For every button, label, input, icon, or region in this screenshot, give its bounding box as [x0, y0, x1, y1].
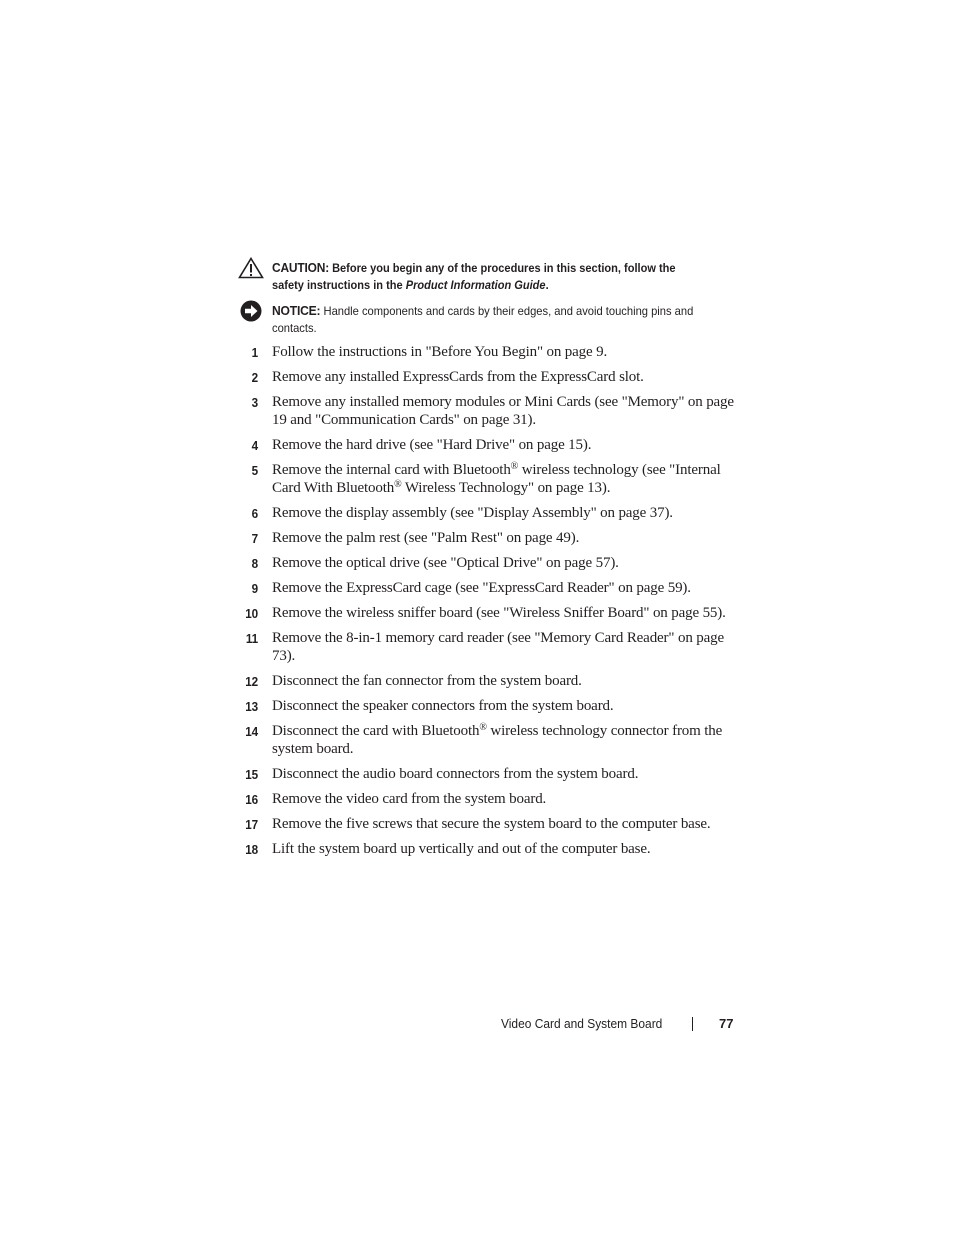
step-item — [236, 436, 741, 454]
step-number: 2 — [251, 370, 258, 385]
notice-text — [272, 302, 726, 337]
notice-arrow-icon — [240, 300, 262, 322]
footer-divider — [692, 1017, 693, 1031]
step-text: Remove any installed memory modules or Mini Cards (see "Memory" on page 19 and "Communication Cards" on page 31). — [272, 394, 734, 428]
step-number: 16 — [245, 792, 258, 807]
step-item — [236, 722, 741, 758]
step-number: 1 — [251, 345, 258, 360]
page-number: 77 — [719, 1016, 734, 1031]
caution-triangle-icon — [238, 257, 264, 279]
step-text: Lift the system board up vertically and out of the computer base. — [272, 841, 651, 857]
step-number: 5 — [251, 463, 258, 478]
step-number: 7 — [251, 531, 258, 546]
step-text-part: Remove the internal card with Bluetooth — [272, 462, 511, 478]
step-text-part: Wireless Technology" on page 13). — [401, 480, 611, 496]
step-number: 17 — [245, 817, 258, 832]
caution-body: Before you begin any of the procedures in this section, follow the safety instructions in the — [272, 261, 676, 292]
step-text-part: wireless technology connector from the system board. — [272, 723, 723, 757]
step-text: Remove the palm rest (see "Palm Rest" on page 49). — [272, 530, 580, 546]
caution-label: CAUTION: — [272, 260, 329, 275]
step-text: Disconnect the audio board connectors from the system board. — [272, 766, 639, 782]
step-number: 14 — [245, 724, 258, 739]
step-number: 8 — [251, 556, 258, 571]
step-text: Remove the video card from the system board. — [272, 791, 547, 807]
step-number: 10 — [245, 606, 258, 621]
notice-body: Handle components and cards by their edges, and avoid touching pins and contacts. — [272, 304, 694, 335]
registered-mark: ® — [394, 479, 402, 490]
step-item — [236, 629, 741, 665]
step-text: Remove the ExpressCard cage (see "ExpressCard Reader" on page 59). — [272, 580, 691, 596]
step-number: 11 — [245, 631, 258, 646]
step-text: Remove the five screws that secure the system board to the computer base. — [272, 816, 711, 832]
step-number: 15 — [245, 767, 258, 782]
step-item — [236, 529, 741, 547]
step-text: Remove the display assembly (see "Display Assembly" on page 37). — [272, 505, 673, 521]
step-number: 4 — [251, 438, 258, 453]
step-item — [236, 554, 741, 572]
step-number: 12 — [245, 674, 258, 689]
caution-end: . — [545, 278, 549, 292]
step-item — [236, 504, 741, 522]
procedure-steps — [236, 343, 741, 865]
step-item — [236, 461, 741, 497]
notice-label: NOTICE: — [272, 303, 321, 318]
step-number: 3 — [251, 395, 258, 410]
step-item — [236, 343, 741, 361]
registered-mark: ® — [510, 461, 519, 472]
step-number: 9 — [251, 581, 258, 596]
step-text: Disconnect the fan connector from the system board. — [272, 673, 582, 689]
step-item — [236, 815, 741, 833]
step-item — [236, 672, 741, 690]
caution-text — [272, 259, 704, 294]
step-number: 13 — [245, 699, 258, 714]
step-text: Remove the wireless sniffer board (see "Wireless Sniffer Board" on page 55). — [272, 605, 726, 621]
step-item — [236, 765, 741, 783]
footer-section-title: Video Card and System Board — [501, 1016, 663, 1031]
step-item — [236, 790, 741, 808]
step-text: Remove the 8-in-1 memory card reader (see "Memory Card Reader" on page 73). — [272, 630, 724, 664]
step-number: 18 — [245, 842, 258, 857]
step-text: Remove the hard drive (see "Hard Drive" on page 15). — [272, 437, 592, 453]
step-number: 6 — [251, 506, 258, 521]
step-text: Remove any installed ExpressCards from the ExpressCard slot. — [272, 369, 644, 385]
step-item — [236, 579, 741, 597]
step-text-part: wireless technology (see "Internal Card With Bluetooth — [272, 462, 721, 496]
step-text-part: Disconnect the card with Bluetooth — [272, 723, 480, 739]
step-item — [236, 840, 741, 858]
step-item — [236, 393, 741, 429]
step-item — [236, 697, 741, 715]
step-item — [236, 368, 741, 386]
caution-reference: Product Information Guide — [405, 278, 546, 292]
registered-mark: ® — [479, 722, 487, 733]
step-text: Disconnect the speaker connectors from the system board. — [272, 698, 614, 714]
step-item — [236, 604, 741, 622]
step-text: Remove the optical drive (see "Optical Drive" on page 57). — [272, 555, 619, 571]
step-text: Follow the instructions in "Before You Begin" on page 9. — [272, 344, 608, 360]
